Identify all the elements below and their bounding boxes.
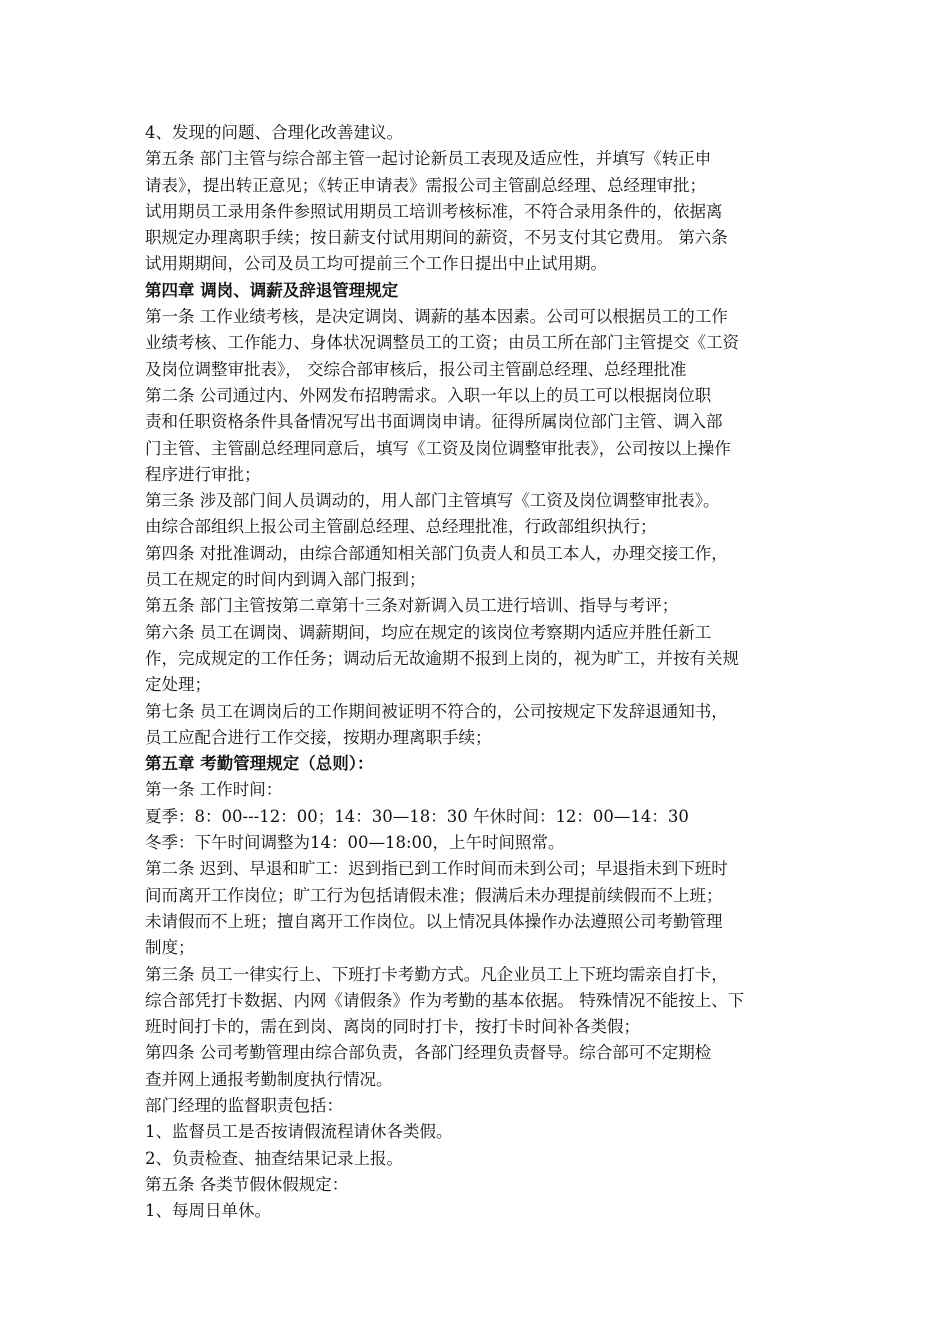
text-line: 程序进行审批； xyxy=(145,464,261,484)
text-line: 第一条 工作业绩考核，是决定调岗、调薪的基本因素。公司可以根据员工的工作 xyxy=(145,307,728,327)
text-line: 班时间打卡的，需在到岗、离岗的同时打卡，按打卡时间补各类假； xyxy=(145,1017,640,1037)
text-line: 及岗位调整审批表》， 交综合部审核后，报公司主管副总经理、总经理批准 xyxy=(145,359,687,379)
text-line: 第六条 员工在调岗、调薪期间，均应在规定的该岗位考察期内适应并胜任新工 xyxy=(145,622,712,642)
text-line: 员工应配合进行工作交接，按期办理离职手续； xyxy=(145,727,492,747)
text-line: 第二条 公司通过内、外网发布招聘需求。入职一年以上的员工可以根据岗位职 xyxy=(145,385,712,405)
text-line: 1、每周日单休。 xyxy=(145,1201,271,1221)
chapter-heading: 第四章 调岗、调薪及辞退管理规定 xyxy=(145,280,399,300)
text-line: 第二条 迟到、早退和旷工：迟到指已到工作时间而未到公司；早退指未到下班时 xyxy=(145,859,728,879)
text-line: 作，完成规定的工作任务；调动后无故逾期不报到上岗的，视为旷工，并按有关规 xyxy=(145,648,739,668)
text-line: 试用期期间，公司及员工均可提前三个工作日提出中止试用期。 xyxy=(145,254,607,274)
text-line: 夏季：8：00---12：00；14：30—18：30 午休时间：12：00—14：30 xyxy=(145,806,689,826)
text-line: 员工在规定的时间内到调入部门报到； xyxy=(145,570,426,590)
text-line: 试用期员工录用条件参照试用期员工培训考核标准，不符合录用条件的，依据离 xyxy=(145,201,723,221)
text-line: 由综合部组织上报公司主管副总经理、总经理批准，行政部组织执行； xyxy=(145,517,657,537)
text-line: 2、负责检查、抽查结果记录上报。 xyxy=(145,1148,403,1168)
text-line: 部门经理的监督职责包括： xyxy=(145,1095,343,1115)
text-line: 第四条 公司考勤管理由综合部负责，各部门经理负责督导。综合部可不定期检 xyxy=(145,1043,712,1063)
text-line: 职规定办理离职手续；按日薪支付试用期间的薪资，不另支付其它费用。 第六条 xyxy=(145,228,728,248)
text-line: 请表》，提出转正意见；《转正申请表》需报公司主管副总经理、总经理审批； xyxy=(145,175,706,195)
text-line: 冬季：下午时间调整为14：00—18:00，上午时间照常。 xyxy=(145,833,565,853)
text-line: 制度； xyxy=(145,938,195,958)
text-line: 第四条 对批准调动，由综合部通知相关部门负责人和员工本人，办理交接工作， xyxy=(145,543,728,563)
text-line: 间而离开工作岗位；旷工行为包括请假未准；假满后未办理提前续假而不上班； xyxy=(145,885,723,905)
text-line: 第一条 工作时间： xyxy=(145,780,283,800)
text-line: 定处理； xyxy=(145,675,211,695)
text-line: 查并网上通报考勤制度执行情况。 xyxy=(145,1069,393,1089)
text-line: 第七条 员工在调岗后的工作期间被证明不符合的，公司按规定下发辞退通知书， xyxy=(145,701,728,721)
text-line: 第五条 部门主管与综合部主管一起讨论新员工表现及适应性，并填写《转正申 xyxy=(145,149,712,169)
text-line: 4、发现的问题、合理化改善建议。 xyxy=(145,123,403,142)
chapter-heading: 第五章 考勤管理规定（总则）： xyxy=(145,754,374,774)
text-line: 第五条 部门主管按第二章第十三条对新调入员工进行培训、指导与考评； xyxy=(145,596,679,616)
text-line: 第五条 各类节假休假规定： xyxy=(145,1174,349,1194)
text-line: 责和任职资格条件具备情况写出书面调岗申请。征得所属岗位部门主管、调入部 xyxy=(145,412,723,432)
text-line: 综合部凭打卡数据、内网《请假条》作为考勤的基本依据。 特殊情况不能按上、下 xyxy=(145,990,745,1010)
text-line: 业绩考核、工作能力、身体状况调整员工的工资；由员工所在部门主管提交《工资 xyxy=(145,333,739,353)
text-line: 门主管、主管副总经理同意后，填写《工资及岗位调整审批表》，公司按以上操作 xyxy=(145,438,731,458)
text-line: 第三条 涉及部门间人员调动的，用人部门主管填写《工资及岗位调整审批表》。 xyxy=(145,491,720,511)
text-line: 第三条 员工一律实行上、下班打卡考勤方式。凡企业员工上下班均需亲自打卡， xyxy=(145,964,728,984)
text-line: 1、监督员工是否按请假流程请休各类假。 xyxy=(145,1122,453,1142)
document-body xyxy=(145,120,820,1224)
text-line: 未请假而不上班；擅自离开工作岗位。以上情况具体操作办法遵照公司考勤管理 xyxy=(145,911,723,931)
